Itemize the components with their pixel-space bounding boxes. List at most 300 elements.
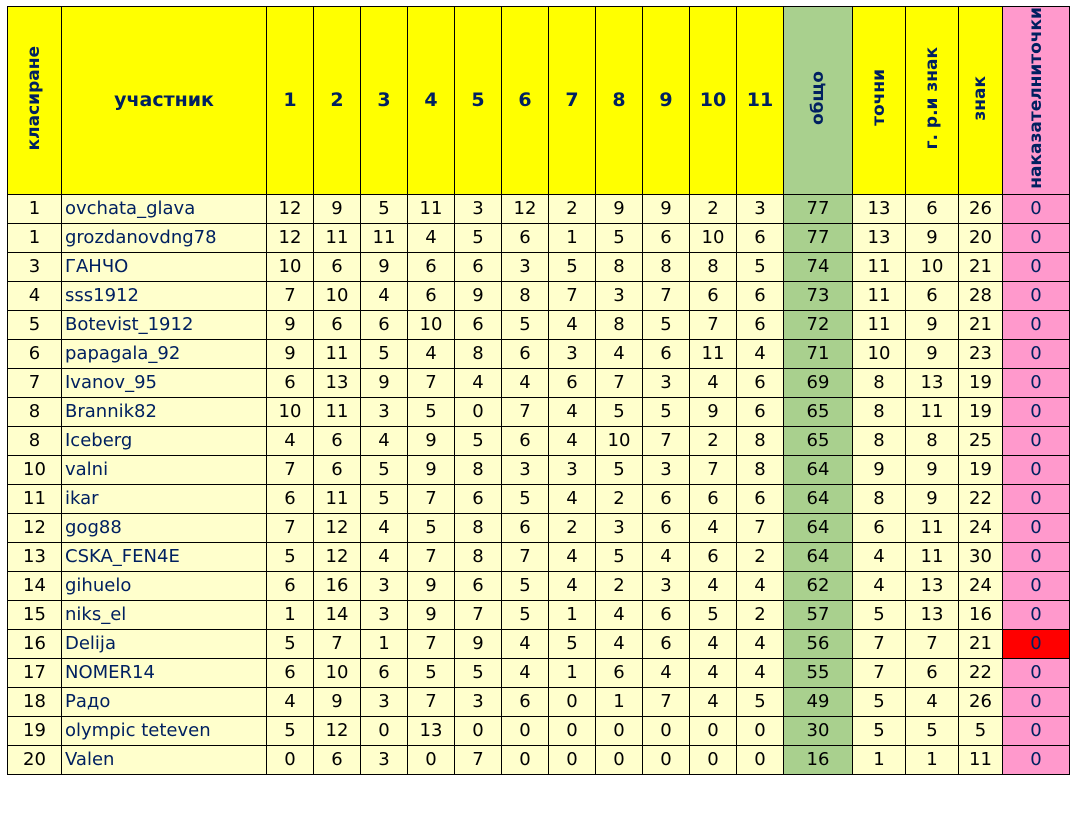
round-8-cell[interactable]: 4: [596, 339, 643, 368]
exact-cell[interactable]: 7: [853, 629, 906, 658]
round-7-cell[interactable]: 7: [549, 281, 596, 310]
round-2-cell[interactable]: 7: [314, 629, 361, 658]
total-cell[interactable]: 16: [784, 745, 853, 774]
gd-sign-cell[interactable]: 7: [906, 629, 959, 658]
penalty-cell[interactable]: 0: [1003, 223, 1070, 252]
gd-sign-cell[interactable]: 6: [906, 194, 959, 223]
round-3-cell[interactable]: 1: [361, 629, 408, 658]
round-11-cell[interactable]: 6: [737, 310, 784, 339]
total-cell[interactable]: 73: [784, 281, 853, 310]
round-6-cell[interactable]: 12: [502, 194, 549, 223]
round-5-cell[interactable]: 4: [455, 368, 502, 397]
sign-cell[interactable]: 21: [959, 252, 1003, 281]
round-9-cell[interactable]: 8: [643, 252, 690, 281]
round-10-cell[interactable]: 9: [690, 397, 737, 426]
round-10-cell[interactable]: 2: [690, 426, 737, 455]
round-3-cell[interactable]: 5: [361, 194, 408, 223]
round-8-cell[interactable]: 3: [596, 513, 643, 542]
round-6-cell[interactable]: 4: [502, 368, 549, 397]
round-7-cell[interactable]: 4: [549, 426, 596, 455]
round-8-cell[interactable]: 7: [596, 368, 643, 397]
round-8-cell[interactable]: 8: [596, 252, 643, 281]
penalty-cell[interactable]: 0: [1003, 513, 1070, 542]
round-4-cell[interactable]: 6: [408, 281, 455, 310]
penalty-cell[interactable]: 0: [1003, 397, 1070, 426]
gd-sign-cell[interactable]: 9: [906, 339, 959, 368]
round-5-cell[interactable]: 9: [455, 629, 502, 658]
round-10-cell[interactable]: 0: [690, 716, 737, 745]
gd-sign-cell[interactable]: 4: [906, 687, 959, 716]
round-9-cell[interactable]: 3: [643, 571, 690, 600]
round-7-cell[interactable]: 2: [549, 194, 596, 223]
round-10-cell[interactable]: 4: [690, 629, 737, 658]
sign-cell[interactable]: 19: [959, 368, 1003, 397]
round-10-cell[interactable]: 4: [690, 658, 737, 687]
round-7-cell[interactable]: 5: [549, 629, 596, 658]
round-6-cell[interactable]: 6: [502, 223, 549, 252]
round-2-cell[interactable]: 6: [314, 310, 361, 339]
rank-cell[interactable]: 15: [8, 600, 62, 629]
round-3-cell[interactable]: 6: [361, 310, 408, 339]
round-10-cell[interactable]: 6: [690, 484, 737, 513]
participant-cell[interactable]: gog88: [62, 513, 267, 542]
rank-cell[interactable]: 1: [8, 223, 62, 252]
round-9-cell[interactable]: 7: [643, 426, 690, 455]
participant-cell[interactable]: Iceberg: [62, 426, 267, 455]
participant-cell[interactable]: sss1912: [62, 281, 267, 310]
exact-cell[interactable]: 10: [853, 339, 906, 368]
header-round-8[interactable]: 8: [596, 7, 643, 195]
participant-cell[interactable]: Valen: [62, 745, 267, 774]
round-3-cell[interactable]: 3: [361, 745, 408, 774]
round-2-cell[interactable]: 9: [314, 687, 361, 716]
round-5-cell[interactable]: 3: [455, 687, 502, 716]
participant-cell[interactable]: ГАНЧО: [62, 252, 267, 281]
round-6-cell[interactable]: 6: [502, 513, 549, 542]
round-3-cell[interactable]: 3: [361, 600, 408, 629]
round-1-cell[interactable]: 6: [267, 658, 314, 687]
round-2-cell[interactable]: 10: [314, 658, 361, 687]
total-cell[interactable]: 49: [784, 687, 853, 716]
rank-cell[interactable]: 6: [8, 339, 62, 368]
round-4-cell[interactable]: 7: [408, 687, 455, 716]
round-4-cell[interactable]: 7: [408, 484, 455, 513]
round-10-cell[interactable]: 4: [690, 513, 737, 542]
sign-cell[interactable]: 30: [959, 542, 1003, 571]
round-5-cell[interactable]: 6: [455, 484, 502, 513]
round-6-cell[interactable]: 7: [502, 542, 549, 571]
round-6-cell[interactable]: 4: [502, 629, 549, 658]
round-5-cell[interactable]: 0: [455, 397, 502, 426]
gd-sign-cell[interactable]: 9: [906, 484, 959, 513]
round-8-cell[interactable]: 1: [596, 687, 643, 716]
total-cell[interactable]: 69: [784, 368, 853, 397]
round-5-cell[interactable]: 6: [455, 310, 502, 339]
round-7-cell[interactable]: 0: [549, 745, 596, 774]
rank-cell[interactable]: 13: [8, 542, 62, 571]
round-5-cell[interactable]: 8: [455, 455, 502, 484]
exact-cell[interactable]: 9: [853, 455, 906, 484]
round-7-cell[interactable]: 1: [549, 658, 596, 687]
header-round-1[interactable]: 1: [267, 7, 314, 195]
round-4-cell[interactable]: 6: [408, 252, 455, 281]
round-4-cell[interactable]: 11: [408, 194, 455, 223]
penalty-cell[interactable]: 0: [1003, 194, 1070, 223]
participant-cell[interactable]: Ivanov_95: [62, 368, 267, 397]
round-3-cell[interactable]: 6: [361, 658, 408, 687]
round-6-cell[interactable]: 0: [502, 745, 549, 774]
round-1-cell[interactable]: 5: [267, 629, 314, 658]
rank-cell[interactable]: 8: [8, 397, 62, 426]
round-8-cell[interactable]: 8: [596, 310, 643, 339]
sign-cell[interactable]: 22: [959, 658, 1003, 687]
sign-cell[interactable]: 25: [959, 426, 1003, 455]
round-1-cell[interactable]: 5: [267, 542, 314, 571]
round-7-cell[interactable]: 3: [549, 455, 596, 484]
gd-sign-cell[interactable]: 11: [906, 513, 959, 542]
round-8-cell[interactable]: 4: [596, 600, 643, 629]
penalty-cell[interactable]: 0: [1003, 281, 1070, 310]
round-2-cell[interactable]: 10: [314, 281, 361, 310]
gd-sign-cell[interactable]: 9: [906, 455, 959, 484]
total-cell[interactable]: 72: [784, 310, 853, 339]
header-round-10[interactable]: 10: [690, 7, 737, 195]
exact-cell[interactable]: 5: [853, 600, 906, 629]
round-9-cell[interactable]: 6: [643, 484, 690, 513]
round-3-cell[interactable]: 11: [361, 223, 408, 252]
header-gd-sign[interactable]: [906, 7, 959, 195]
gd-sign-cell[interactable]: 13: [906, 600, 959, 629]
total-cell[interactable]: 64: [784, 455, 853, 484]
round-2-cell[interactable]: 6: [314, 426, 361, 455]
round-5-cell[interactable]: 5: [455, 658, 502, 687]
round-4-cell[interactable]: 4: [408, 339, 455, 368]
round-10-cell[interactable]: 7: [690, 455, 737, 484]
round-11-cell[interactable]: 3: [737, 194, 784, 223]
penalty-cell[interactable]: 0: [1003, 455, 1070, 484]
header-round-11[interactable]: 11: [737, 7, 784, 195]
round-5-cell[interactable]: 8: [455, 513, 502, 542]
round-10-cell[interactable]: 7: [690, 310, 737, 339]
rank-cell[interactable]: 12: [8, 513, 62, 542]
round-4-cell[interactable]: 0: [408, 745, 455, 774]
exact-cell[interactable]: 4: [853, 542, 906, 571]
gd-sign-cell[interactable]: 6: [906, 281, 959, 310]
round-11-cell[interactable]: 0: [737, 745, 784, 774]
header-rank[interactable]: [8, 7, 62, 195]
sign-cell[interactable]: 26: [959, 687, 1003, 716]
round-11-cell[interactable]: 6: [737, 397, 784, 426]
rank-cell[interactable]: 14: [8, 571, 62, 600]
round-2-cell[interactable]: 9: [314, 194, 361, 223]
round-6-cell[interactable]: 3: [502, 455, 549, 484]
round-10-cell[interactable]: 5: [690, 600, 737, 629]
round-9-cell[interactable]: 6: [643, 339, 690, 368]
round-9-cell[interactable]: 3: [643, 368, 690, 397]
sign-cell[interactable]: 26: [959, 194, 1003, 223]
round-7-cell[interactable]: 3: [549, 339, 596, 368]
rank-cell[interactable]: 20: [8, 745, 62, 774]
round-7-cell[interactable]: 0: [549, 716, 596, 745]
exact-cell[interactable]: 13: [853, 194, 906, 223]
header-total[interactable]: [784, 7, 853, 195]
round-7-cell[interactable]: 6: [549, 368, 596, 397]
round-3-cell[interactable]: 0: [361, 716, 408, 745]
header-sign[interactable]: [959, 7, 1003, 195]
round-2-cell[interactable]: 11: [314, 484, 361, 513]
round-10-cell[interactable]: 4: [690, 368, 737, 397]
penalty-cell[interactable]: 0: [1003, 339, 1070, 368]
exact-cell[interactable]: 11: [853, 252, 906, 281]
round-5-cell[interactable]: 6: [455, 571, 502, 600]
round-9-cell[interactable]: 6: [643, 600, 690, 629]
exact-cell[interactable]: 8: [853, 426, 906, 455]
round-3-cell[interactable]: 3: [361, 397, 408, 426]
round-4-cell[interactable]: 13: [408, 716, 455, 745]
round-2-cell[interactable]: 13: [314, 368, 361, 397]
round-11-cell[interactable]: 4: [737, 629, 784, 658]
round-11-cell[interactable]: 7: [737, 513, 784, 542]
round-2-cell[interactable]: 6: [314, 745, 361, 774]
gd-sign-cell[interactable]: 11: [906, 542, 959, 571]
round-6-cell[interactable]: 6: [502, 687, 549, 716]
round-1-cell[interactable]: 10: [267, 252, 314, 281]
header-exact[interactable]: [853, 7, 906, 195]
round-3-cell[interactable]: 5: [361, 339, 408, 368]
round-2-cell[interactable]: 16: [314, 571, 361, 600]
gd-sign-cell[interactable]: 9: [906, 223, 959, 252]
round-2-cell[interactable]: 12: [314, 513, 361, 542]
sign-cell[interactable]: 21: [959, 310, 1003, 339]
penalty-cell[interactable]: 0: [1003, 484, 1070, 513]
round-10-cell[interactable]: 4: [690, 571, 737, 600]
participant-cell[interactable]: papagala_92: [62, 339, 267, 368]
gd-sign-cell[interactable]: 13: [906, 571, 959, 600]
round-9-cell[interactable]: 0: [643, 716, 690, 745]
participant-cell[interactable]: ovchata_glava: [62, 194, 267, 223]
participant-cell[interactable]: gihuelo: [62, 571, 267, 600]
exact-cell[interactable]: 11: [853, 310, 906, 339]
rank-cell[interactable]: 10: [8, 455, 62, 484]
round-11-cell[interactable]: 6: [737, 281, 784, 310]
round-11-cell[interactable]: 4: [737, 339, 784, 368]
round-8-cell[interactable]: 5: [596, 542, 643, 571]
round-3-cell[interactable]: 4: [361, 513, 408, 542]
round-9-cell[interactable]: 5: [643, 310, 690, 339]
sign-cell[interactable]: 28: [959, 281, 1003, 310]
participant-cell[interactable]: valni: [62, 455, 267, 484]
penalty-cell[interactable]: 0: [1003, 368, 1070, 397]
round-11-cell[interactable]: 6: [737, 484, 784, 513]
round-11-cell[interactable]: 2: [737, 600, 784, 629]
rank-cell[interactable]: 4: [8, 281, 62, 310]
round-1-cell[interactable]: 7: [267, 513, 314, 542]
round-11-cell[interactable]: 8: [737, 426, 784, 455]
round-3-cell[interactable]: 4: [361, 542, 408, 571]
round-7-cell[interactable]: 4: [549, 397, 596, 426]
round-2-cell[interactable]: 11: [314, 397, 361, 426]
round-5-cell[interactable]: 0: [455, 716, 502, 745]
total-cell[interactable]: 55: [784, 658, 853, 687]
round-1-cell[interactable]: 7: [267, 455, 314, 484]
round-1-cell[interactable]: 10: [267, 397, 314, 426]
round-11-cell[interactable]: 6: [737, 368, 784, 397]
round-8-cell[interactable]: 10: [596, 426, 643, 455]
round-9-cell[interactable]: 6: [643, 629, 690, 658]
round-7-cell[interactable]: 4: [549, 310, 596, 339]
participant-cell[interactable]: Brannik82: [62, 397, 267, 426]
total-cell[interactable]: 65: [784, 397, 853, 426]
gd-sign-cell[interactable]: 6: [906, 658, 959, 687]
rank-cell[interactable]: 16: [8, 629, 62, 658]
penalty-cell[interactable]: 0: [1003, 426, 1070, 455]
round-4-cell[interactable]: 4: [408, 223, 455, 252]
round-7-cell[interactable]: 1: [549, 223, 596, 252]
round-4-cell[interactable]: 7: [408, 629, 455, 658]
participant-cell[interactable]: Delija: [62, 629, 267, 658]
header-round-3[interactable]: 3: [361, 7, 408, 195]
participant-cell[interactable]: grozdanovdng78: [62, 223, 267, 252]
exact-cell[interactable]: 4: [853, 571, 906, 600]
round-3-cell[interactable]: 3: [361, 571, 408, 600]
rank-cell[interactable]: 18: [8, 687, 62, 716]
sign-cell[interactable]: 24: [959, 571, 1003, 600]
round-7-cell[interactable]: 5: [549, 252, 596, 281]
round-4-cell[interactable]: 7: [408, 368, 455, 397]
round-8-cell[interactable]: 2: [596, 571, 643, 600]
sign-cell[interactable]: 16: [959, 600, 1003, 629]
penalty-cell[interactable]: 0: [1003, 310, 1070, 339]
gd-sign-cell[interactable]: 13: [906, 368, 959, 397]
exact-cell[interactable]: 5: [853, 687, 906, 716]
round-2-cell[interactable]: 14: [314, 600, 361, 629]
participant-cell[interactable]: niks_el: [62, 600, 267, 629]
round-11-cell[interactable]: 5: [737, 687, 784, 716]
header-round-7[interactable]: 7: [549, 7, 596, 195]
round-1-cell[interactable]: 6: [267, 484, 314, 513]
sign-cell[interactable]: 5: [959, 716, 1003, 745]
round-4-cell[interactable]: 9: [408, 426, 455, 455]
total-cell[interactable]: 56: [784, 629, 853, 658]
sign-cell[interactable]: 24: [959, 513, 1003, 542]
exact-cell[interactable]: 7: [853, 658, 906, 687]
gd-sign-cell[interactable]: 9: [906, 310, 959, 339]
round-9-cell[interactable]: 6: [643, 223, 690, 252]
participant-cell[interactable]: NOMER14: [62, 658, 267, 687]
round-4-cell[interactable]: 9: [408, 600, 455, 629]
rank-cell[interactable]: 17: [8, 658, 62, 687]
sign-cell[interactable]: 23: [959, 339, 1003, 368]
exact-cell[interactable]: 6: [853, 513, 906, 542]
round-7-cell[interactable]: 4: [549, 542, 596, 571]
round-3-cell[interactable]: 9: [361, 252, 408, 281]
sign-cell[interactable]: 19: [959, 397, 1003, 426]
round-5-cell[interactable]: 8: [455, 542, 502, 571]
round-9-cell[interactable]: 4: [643, 658, 690, 687]
round-11-cell[interactable]: 4: [737, 571, 784, 600]
round-1-cell[interactable]: 4: [267, 426, 314, 455]
round-8-cell[interactable]: 5: [596, 397, 643, 426]
sign-cell[interactable]: 22: [959, 484, 1003, 513]
round-6-cell[interactable]: 0: [502, 716, 549, 745]
round-5-cell[interactable]: 3: [455, 194, 502, 223]
round-3-cell[interactable]: 5: [361, 455, 408, 484]
exact-cell[interactable]: 8: [853, 397, 906, 426]
total-cell[interactable]: 77: [784, 223, 853, 252]
total-cell[interactable]: 74: [784, 252, 853, 281]
total-cell[interactable]: 64: [784, 513, 853, 542]
round-8-cell[interactable]: 3: [596, 281, 643, 310]
round-4-cell[interactable]: 7: [408, 542, 455, 571]
round-9-cell[interactable]: 7: [643, 687, 690, 716]
header-penalty[interactable]: [1003, 7, 1070, 195]
penalty-cell[interactable]: 0: [1003, 600, 1070, 629]
round-6-cell[interactable]: 5: [502, 600, 549, 629]
round-2-cell[interactable]: 6: [314, 455, 361, 484]
exact-cell[interactable]: 8: [853, 484, 906, 513]
rank-cell[interactable]: 7: [8, 368, 62, 397]
round-6-cell[interactable]: 3: [502, 252, 549, 281]
round-6-cell[interactable]: 6: [502, 339, 549, 368]
round-1-cell[interactable]: 1: [267, 600, 314, 629]
exact-cell[interactable]: 11: [853, 281, 906, 310]
total-cell[interactable]: 64: [784, 484, 853, 513]
round-2-cell[interactable]: 12: [314, 542, 361, 571]
total-cell[interactable]: 30: [784, 716, 853, 745]
exact-cell[interactable]: 8: [853, 368, 906, 397]
round-8-cell[interactable]: 6: [596, 658, 643, 687]
round-5-cell[interactable]: 8: [455, 339, 502, 368]
total-cell[interactable]: 65: [784, 426, 853, 455]
round-10-cell[interactable]: 10: [690, 223, 737, 252]
sign-cell[interactable]: 21: [959, 629, 1003, 658]
header-round-6[interactable]: 6: [502, 7, 549, 195]
round-4-cell[interactable]: 5: [408, 397, 455, 426]
round-4-cell[interactable]: 5: [408, 513, 455, 542]
round-1-cell[interactable]: 9: [267, 339, 314, 368]
total-cell[interactable]: 57: [784, 600, 853, 629]
rank-cell[interactable]: 19: [8, 716, 62, 745]
round-1-cell[interactable]: 0: [267, 745, 314, 774]
round-8-cell[interactable]: 0: [596, 745, 643, 774]
penalty-cell[interactable]: 0: [1003, 745, 1070, 774]
round-7-cell[interactable]: 2: [549, 513, 596, 542]
rank-cell[interactable]: 8: [8, 426, 62, 455]
round-10-cell[interactable]: 6: [690, 281, 737, 310]
penalty-cell[interactable]: 0: [1003, 658, 1070, 687]
round-11-cell[interactable]: 0: [737, 716, 784, 745]
round-11-cell[interactable]: 4: [737, 658, 784, 687]
penalty-cell[interactable]: 0: [1003, 252, 1070, 281]
exact-cell[interactable]: 13: [853, 223, 906, 252]
sign-cell[interactable]: 20: [959, 223, 1003, 252]
round-3-cell[interactable]: 4: [361, 281, 408, 310]
round-10-cell[interactable]: 11: [690, 339, 737, 368]
exact-cell[interactable]: 5: [853, 716, 906, 745]
round-1-cell[interactable]: 7: [267, 281, 314, 310]
penalty-cell[interactable]: 0: [1003, 687, 1070, 716]
penalty-cell[interactable]: 0: [1003, 629, 1070, 658]
round-7-cell[interactable]: 4: [549, 571, 596, 600]
total-cell[interactable]: 62: [784, 571, 853, 600]
round-11-cell[interactable]: 5: [737, 252, 784, 281]
round-6-cell[interactable]: 4: [502, 658, 549, 687]
round-1-cell[interactable]: 6: [267, 571, 314, 600]
gd-sign-cell[interactable]: 5: [906, 716, 959, 745]
round-3-cell[interactable]: 4: [361, 426, 408, 455]
round-2-cell[interactable]: 11: [314, 339, 361, 368]
round-5-cell[interactable]: 6: [455, 252, 502, 281]
